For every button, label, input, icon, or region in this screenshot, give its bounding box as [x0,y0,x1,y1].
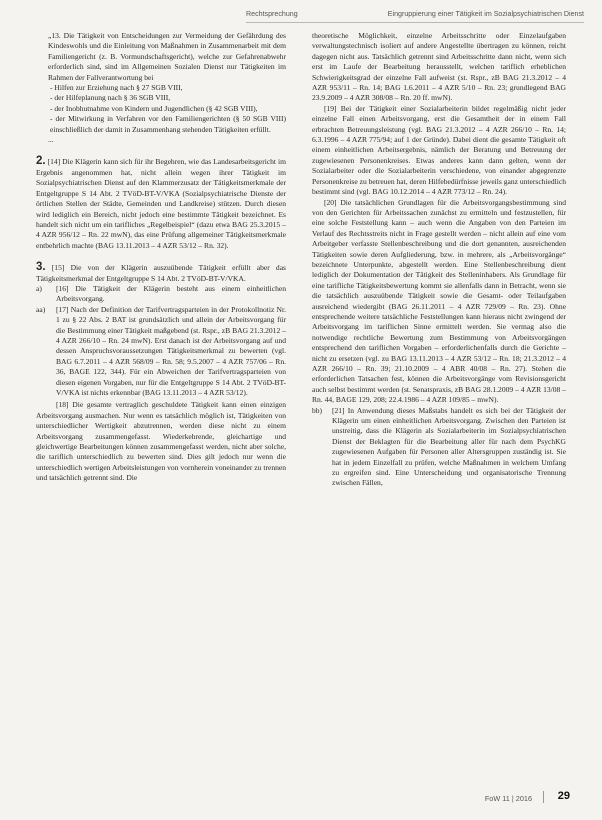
journal-issue: FoW 11 | 2016 [484,794,532,803]
right-column [312,31,566,489]
running-header [246,8,584,23]
paragraph-19: [19] Bei der Tätigkeit einer Sozialarbeiterin bildet regelmäßig nicht jeder einzelne Fall einen Arbeitsvorgang, erst die Gesamtheit der in einem Fall erbrachten Betreuungsleistung (vgl. BAG 21.3.2012 – 4 AZR 266/10 – Rn. 14; 6.3.1996 – 4 AZR 775/94; auf 1 der Gründe). Dabei dient die gesamte Tätigkeit oft einem einheitlichen Arbeitsergebnis, nämlich der Beratung und Betreuung der zugewiesenen Personenkreises. Etwas anderes kann dann gelten, wenn der Sozialarbeiter oder die Sozialarbeiterin verschiedene, von einander abgegrenzte Personenkreise zu betreuen hat, deren Hilfebedürfnisse jeweils ganz unterschiedlich bestimmt sind (vgl. BAG 10.12.2014 – 4 AZR 773/12 – Rn. 24). [312,103,566,197]
quote-list-item: - der Mitwirkung in Verfahren vor den Familiengerichten (§ 50 SGB VIII) einschließlich der damit in Zusammenhang stehenden Tätigkeiten erfüllt. [50,114,286,134]
quote-list-item: - der Inobhutnahme von Kindern und Jugendlichen (§ 42 SGB VIII), [50,103,258,113]
paragraph-continuation: theoretische Möglichkeit, einzelne Arbeitsschritte oder Einzelaufgaben verwaltungstechnisch isoliert auf andere Angestellte übertragen zu können, reicht dagegen nicht aus. Tatsächlich getrennt sind Arbeitsschritte dann nicht, wenn sich erst im Laufe der Bearbeitung herausstellt, welchen tariflich erheblichen Schwierigkeitsgrad der einzelne Fall aufweist (st. Rspr., zB BAG 21.3.2012 – 4 AZR 953/11 – Rn. 14; BAG 1.6.2011 – 4 AZR 5/10 – Rn. 23; grundlegend BAG 23.9.2009 – 4 AZR 308/08 – Rn. 20 ff. mwN). [312,31,566,103]
section-number: 2. [36,155,46,168]
quote-list-item: - Hilfen zur Erziehung nach § 27 SGB VIII, [50,83,183,93]
header-title: Eingruppierung einer Tätigkeit im Sozialpsychiatrischen Dienst [387,10,584,18]
footer-divider [543,791,544,803]
item-text: [21] In Anwendung dieses Maßstabs handelt es sich bei der Tätigkeit der Klägerin um einen einheitlichen Arbeitsvorgang. Zwischen den Parteien ist unstreitig, dass die Klägerin als Sozialarbeiterin im Sozialpsychiatrischen Dienst der Beklagten für die Bearbeitung aller für nach dem PsychKG zugewiesenen Aufgaben für Personen aller Altersgruppen zuständig ist. Sie hat in jedem Einzelfall zu prüfen, welche Maßnahmen in welchem Umfang zu ergreifen sind. Eine Unterscheidung und organisatorische Trennung zwischen Fällen, [332,405,566,488]
paragraph-18: [18] Die gesamte vertraglich geschuldete Tätigkeit kann einen einzigen Arbeitsvorgang ausmachen. Nur wenn es tatsächlich möglich ist, Tätigkeiten von unterschiedlicher Wertigkeit abzutrennen, werden diese nicht zu einem Arbeitsvorgang zusammengefasst. Wiederkehrende, gleichartige und gleichwertige Bearbeitungen können zusammengefasst werden, nicht aber solche, die tariflich unterschiedlich zu bewerten sind. Dies gilt jedoch nur wenn die unterschiedlich wertigen Arbeitsleistungen von vornherein voneinander zu trennen und tatsächlich getrennt sind. Die [36,400,286,483]
item-label: a) [36,283,42,293]
paragraph-20: [20] Die tatsächlichen Grundlagen für die Arbeitsvorgangsbestimmung sind von den Gerichten für Arbeitssachen zunächst zu ermitteln und festzustellen, für eine solche Feststellung kann – auch wenn die Angaben von den Parteien im Verlauf des Rechtsstreits nicht in Frage gestellt werden – nicht allein auf eine vom Arbeitgeber verfasste Stellenbeschreibung und die dort genannten, ausreichenden Tätigkeiten sowie deren Aufgliederung, bzw. in mehrere, als „Arbeitsvorgänge“ bezeichnete Unterpunkte, abgestellt werden. Eine Stellenbeschreibung dient lediglich der Dokumentation der Tätigkeit des Stelleninhabers. Als Grundlage für eine tarifliche Tätigkeitsbewertung kommt sie allenfalls dann in Betracht, wenn sie die tatsächlich auszuübende Tätigkeit sowie die Gesamt- oder Teilaufgaben ausreichend wiedergibt (BAG 26.11.2011 – 4 AZR 729/09 – Rn. 23). Ohne entsprechende weitere tatsächliche Feststellungen kann hieraus nicht zwingend der Arbeitsvorgang im tariflichen Sinne ermittelt werden. Sie vermag also die notwendige rechtliche Bewertung zum Bestimmung von Arbeitsvorgängen entsprechend den tariflichen Vorgaben – erforderlichenfalls durch die Gerichte – nicht zu ersetzen (vgl. zu BAG 13.11.2013 – 4 AZR 53/12 – Rn. 18; 21.3.2012 – 4 AZR 266/10 – Rn. 39; 21.10.2009 – 4 ABR 40/08 – Rn. 27). Stehen die erforderlichen Tatsachen fest, können die Arbeitsvorgänge vom Revisionsgericht auch selbst bestimmt werden (st. Senatspraxis, zB BAG 28.1.2009 – 4 AZR 13/08 – Rn. 44, BAGE 129, 208; 22.4.1986 – 4 AZR 109/85 – mwN). [312,197,566,405]
section-3-text: [15] Die von der Klägerin auszuübende Tätigkeit erfüllt aber das Tätigkeitsmerkmal der Entgeltgruppe S 14 Abt. 2 TVöD-BT-V/VKA. [36,263,286,283]
item-bb [312,406,566,489]
header-section: Rechtsprechung [246,10,298,18]
item-a [36,284,286,305]
item-text: [17] Nach der Definition der Tarifvertragsparteien in der Protokollnotiz Nr. 1 zu § 22 Abs. 2 BAT ist grundsätzlich und allein der Arbeitsvorgang für die Bestimmung einer Tätigkeit maßgebend (st. Rspr., zB BAG 21.3.2012 – 4 AZR 266/10 – Rn. 24 mwN). Erst danach ist der Arbeitsvorgang auf und dessen Anspruchsvoraussetzungen Tätigkeitsmerkmal zu bewerten (vgl. BAG 6.7.2011 – 4 AZR 568/09 – Rn. 58; 9.5.2007 – 4 AZR 757/06 – Rn. 36, BAGE 122, 344). Für ein Abweichen der Tarifvertragsparteien von diesen eigenen Vorgaben, nur für die Entgeltgruppe S 14 Abt. 2 TVöD-BT-V/VKA ist nichts erkennbar (BAG 13.11.2013 – 4 AZR 53/12). [56,304,286,397]
section-3-paragraph [36,262,286,284]
quote-list-item: - der Hilfeplanung nach § 36 SGB VIII, [50,93,171,103]
section-2-text: [14] Die Klägerin kann sich für ihr Begehren, wie das Landesarbeitsgericht im Ergebnis angenommen hat, nicht allein wegen ihrer Tätigkeit im Sozialpsychiatrischen Dienst auf den Klammerzusatz der Tätigkeitsmerkmale der Entgeltgruppe S 14 Abt. 2 TVöD-BT-V/VKA (Sozialpsychiatrische Dienste der örtlichen Stellen der Städte, Gemeinden und Landkreise) stützen. Durch diesen wird lediglich ein Bereich, nicht jedoch eine bestimmte Tätigkeit bezeichnet. Es handelt sich nicht um ein tarifliches „Regelbeispiel“ (dazu etwa BAG 25.3.2015 – 4 AZR 956/12 – Rn. 22 mwN), das eine Prüfung allgemeiner Tätigkeitsmerkmale entbehrlich machte (BAG 13.11.2013 – 4 AZR 53/12 – Rn. 32). [36,157,286,250]
section-number: 3. [36,261,46,274]
page-number: 29 [557,790,570,802]
item-aa [36,305,286,399]
section-2-paragraph [36,156,286,251]
item-text: [16] Die Tätigkeit der Klägerin besteht aus einem einheitlichen Arbeitsvorgang. [56,283,286,304]
item-label: bb) [312,405,323,415]
quote-ellipsis: ... [48,135,54,145]
item-label: aa) [36,304,46,314]
left-column [36,31,286,484]
quote-paragraph: „13. Die Tätigkeit von Entscheidungen zur Vermeidung der Gefährdung des Kindeswohls und die Einleitung von Maßnahmen in Zusammenarbeit mit dem Familiengericht (z. B. Vormundschaftsgericht), welche zur Gefahrenabwehr erforderlich sind, sind im Allgemeinen Sozialen Dienst nur Tätigkeiten im Rahmen der Fallverantwortung bei [48,31,286,82]
